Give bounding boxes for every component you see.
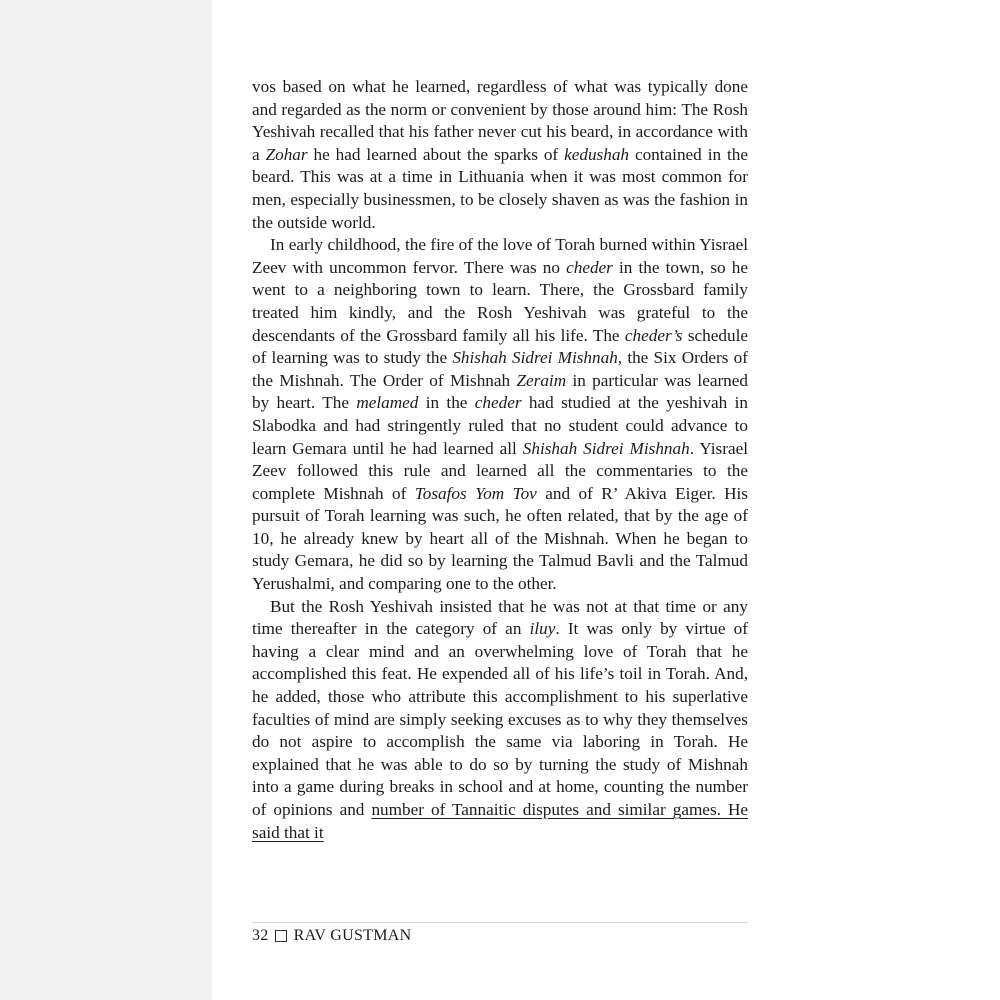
text-run: vos based on what he learned, regardless of what was typically done and regarded as the norm or convenient by those around him: The Rosh Yeshivah recalled that his father never cut his beard, in accordance with a [252,77,748,164]
text-run: in the town, so he went to a neighboring town to learn. There, the Grossbard family treated him kindly, and the Rosh Yeshivah was grateful to the descendants of the Grossbard family all his life. The [252,257,748,345]
running-head: RAV GUSTMAN [293,927,412,944]
footer-rule [252,922,748,923]
italic-term: cheder’s [624,325,683,345]
text-run: schedule of learning was to study the [252,325,748,368]
square-box-icon [275,930,287,942]
text-run: he had learned about the sparks of [307,144,565,164]
paragraph-2 [252,234,748,596]
book-page [212,0,1000,1000]
text-run: In early childhood, the fire of the love of Torah burned within Yisrael Zeev with uncommon fervor. There was no [252,235,748,277]
paragraph-1 [252,76,748,234]
paragraph-3 [252,596,748,845]
italic-term: cheder [474,393,522,413]
italic-term: Tosafos Yom Tov [414,483,537,503]
text-run: had studied at the yeshivah in Slabodka and had stringently ruled that no student could advance to learn Gemara until he had learned all [252,393,748,458]
italic-term: kedushah [564,144,630,164]
text-run: in the [418,393,475,413]
page-number: 32 [252,927,269,944]
underlined-text: number of Tannaitic disputes and similar games. He said that it [252,800,748,842]
text-run: But the Rosh Yeshivah insisted that he was not at that time or any time thereafter in the category of an [252,596,748,639]
text-run: . It was only by virtue of having a clear mind and an overwhelming love of Torah that he accomplished this feat. He expended all of his life’s toil in Torah. And, he added, those who attribute this accomplishment to his superlative faculties of mind are simply seeking excuses as to why they themselves do not aspire to accomplish the same via laboring in Torah. He explained that he was able to do so by turning the study of Mishnah into a game during breaks in school and at home, counting the number of opinions and [252,619,748,819]
italic-term: Shishah Sidrei Mishnah [522,438,690,458]
italic-term: Zohar [265,144,308,164]
text-run: , the Six Orders of the Mishnah. The Order of Mishnah [252,348,749,390]
text-run: and of R’ Akiva Eiger. His pursuit of Torah learning was such, he often related, that by the age of 10, he already knew by heart all of the Mishnah. When he began to study Gemara, he did so by learning the Talmud Bavli and the Talmud Yerushalmi, and comparing one to the other. [252,483,748,594]
body-text [252,76,748,844]
text-run: contained in the beard. This was at a time in Lithuania when it was most common for men, especially businessmen, to be closely shaven as was the fashion in the outside world. [252,144,748,232]
italic-term: cheder [566,257,613,277]
italic-term: melamed [356,393,419,413]
italic-term: Shishah Sidrei Mishnah [452,348,618,368]
italic-term: iluy [529,619,556,639]
text-run: in particular was learned by heart. The [252,370,748,413]
page-footer [252,927,411,945]
text-run: . Yisrael Zeev followed this rule and learned all the commentaries to the complete Mishnah of [252,438,749,503]
italic-term: Zeraim [516,370,567,390]
